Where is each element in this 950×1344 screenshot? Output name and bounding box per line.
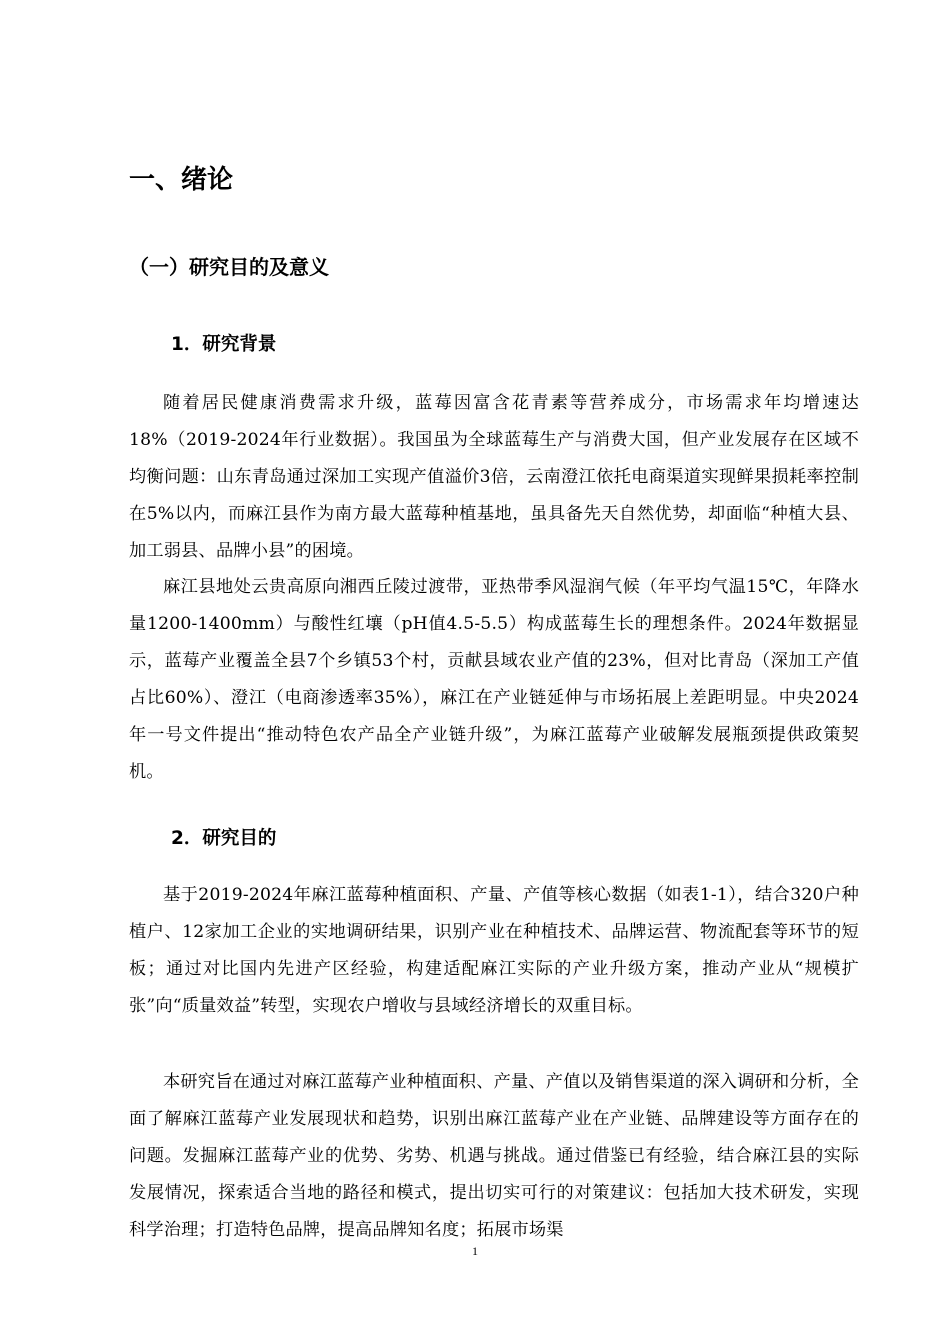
paragraph-background-1: 随着居民健康消费需求升级，蓝莓因富含花青素等营养成分，市场需求年均增速达18%（2019-2024年行业数据）。我国虽为全球蓝莓生产与消费大国，但产业发展存在区域不均衡问题：山东青岛通过深加工实现产值溢价3倍，云南澄江依托电商渠道实现鲜果损耗率控制在5%以内，而麻江县作为南方最大蓝莓种植基地，虽具备先天自然优势，却面临“种植大县、加工弱县、品牌小县”的困境。 xyxy=(129,393,859,561)
paragraph-purpose-1: 基于2019-2024年麻江蓝莓种植面积、产量、产值等核心数据（如表1-1），结合320户种植户、12家加工企业的实地调研结果，识别产业在种植技术、品牌运营、物流配套等环节的短板；通过对比国内先进产区经验，构建适配麻江实际的产业升级方案，推动产业从“规模扩张”向“质量效益”转型，实现农户增收与县域经济增长的双重目标。 xyxy=(129,885,859,1016)
section-heading: （一）研究目的及意义 xyxy=(129,255,329,279)
paragraph-background-2: 麻江县地处云贵高原向湘西丘陵过渡带，亚热带季风湿润气候（年平均气温15℃，年降水量1200-1400mm）与酸性红壤（pH值4.5-5.5）构成蓝莓生长的理想条件。2024年数据显示，蓝莓产业覆盖全县7个乡镇53个村，贡献县域农业产值的23%，但对比青岛（深加工产值占比60%）、澄江（电商渗透率35%），麻江在产业链延伸与市场拓展上差距明显。中央2024年一号文件提出“推动特色农产品全产业链升级”，为麻江蓝莓产业破解发展瓶颈提供政策契机。 xyxy=(129,577,859,782)
paragraph-purpose-2: 本研究旨在通过对麻江蓝莓产业种植面积、产量、产值以及销售渠道的深入调研和分析，全面了解麻江蓝莓产业发展现状和趋势，识别出麻江蓝莓产业在产业链、品牌建设等方面存在的问题。发掘麻江蓝莓产业的优势、劣势、机遇与挑战。通过借鉴已有经验，结合麻江县的实际发展情况，探索适合当地的路径和模式，提出切实可行的对策建议：包括加大技术研发，实现科学治理；打造特色品牌，提高品牌知名度；拓展市场渠 xyxy=(129,1072,859,1240)
page-number: 1 xyxy=(472,1244,478,1258)
chapter-heading: 一、绪论 xyxy=(129,165,234,195)
subsection-heading-purpose: 2．研究目的 xyxy=(171,828,277,849)
subsection-heading-background: 1．研究背景 xyxy=(171,334,277,355)
